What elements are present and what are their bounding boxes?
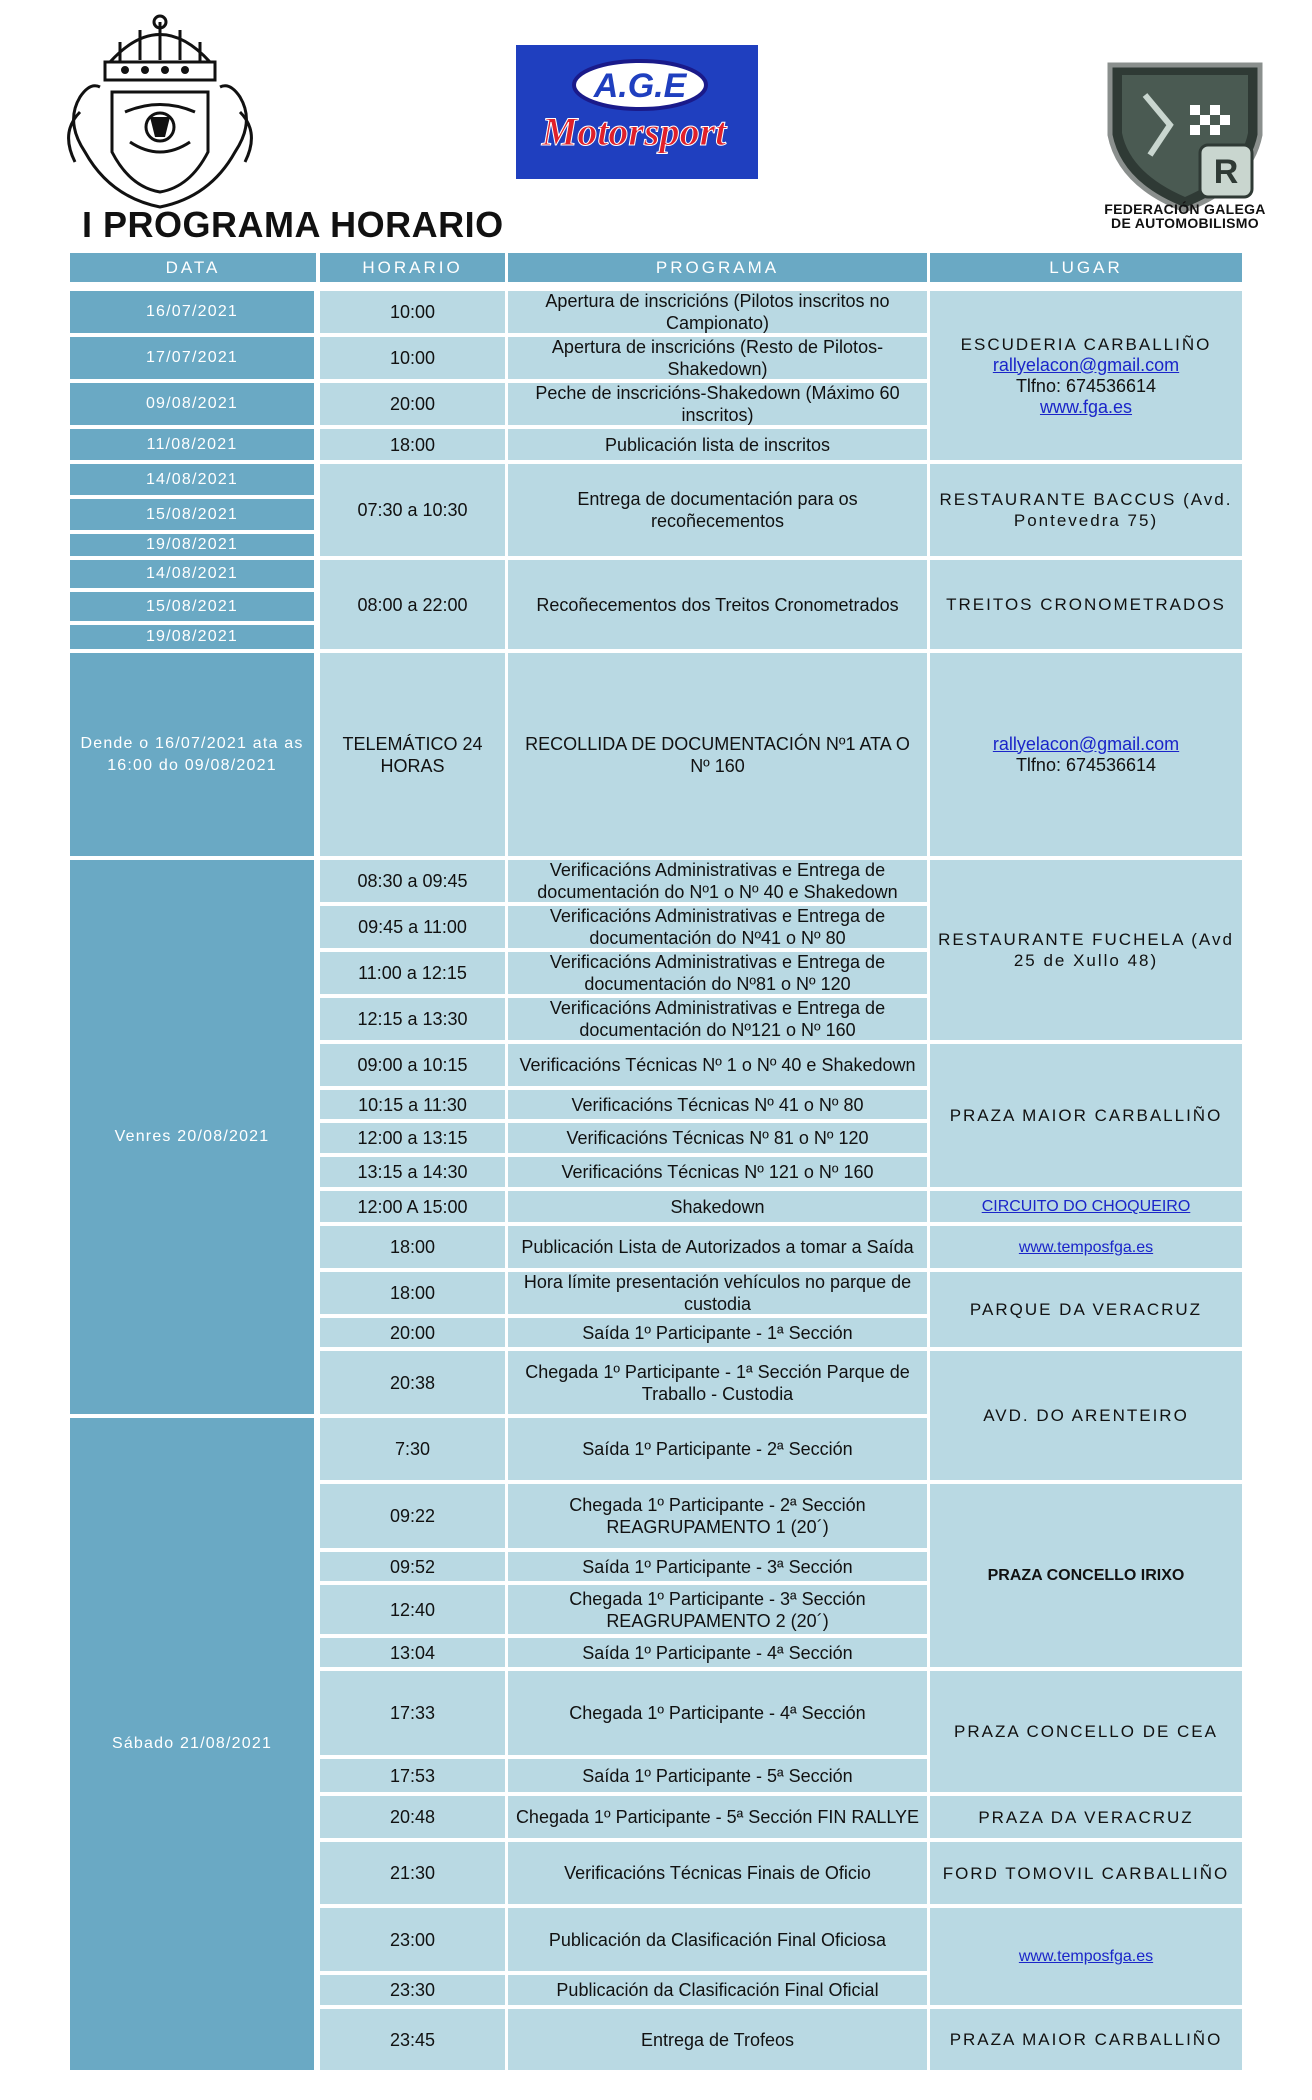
email-link[interactable]: rallyelacon@gmail.com xyxy=(992,733,1180,754)
horario-cell: 18:00 xyxy=(320,1226,505,1268)
horario-cell: 18:00 xyxy=(320,429,505,460)
lugar-veracruz: PRAZA DA VERACRUZ xyxy=(930,1796,1242,1838)
horario-cell: TELEMÁTICO 24 HORAS xyxy=(320,653,505,856)
horario-cell: 20:00 xyxy=(320,1318,505,1347)
horario-cell: 12:40 xyxy=(320,1585,505,1634)
programa-cell: Verificacións Técnicas Finais de Oficio xyxy=(508,1842,927,1904)
horario-cell: 10:15 a 11:30 xyxy=(320,1090,505,1119)
date-cell: Venres 20/08/2021 xyxy=(70,860,314,1414)
programa-cell: Chegada 1º Participante - 5ª Sección FIN RALLYE xyxy=(508,1796,927,1838)
horario-cell: 21:30 xyxy=(320,1842,505,1904)
horario-cell: 09:45 a 11:00 xyxy=(320,906,505,948)
date-cell: 16/07/2021 xyxy=(70,291,314,333)
header-lugar: LUGAR xyxy=(930,253,1242,282)
horario-cell: 23:30 xyxy=(320,1975,505,2005)
horario-cell: 12:00 A 15:00 xyxy=(320,1191,505,1222)
programa-cell: Saída 1º Participante - 4ª Sección xyxy=(508,1638,927,1667)
phone-text: Tlfno: 674536614 xyxy=(1015,375,1157,396)
programa-cell: Apertura de inscricións (Resto de Pilotos- Shakedown) xyxy=(508,337,927,379)
circuito-link[interactable]: CIRCUITO DO CHOQUEIRO xyxy=(930,1191,1242,1222)
programa-cell: Publicación da Clasificación Final Oficial xyxy=(508,1975,927,2005)
coat-of-arms-logo xyxy=(50,12,270,212)
programa-cell: Verificacións Técnicas Nº 121 o Nº 160 xyxy=(508,1157,927,1187)
emblem-letter: R xyxy=(1213,153,1239,191)
horario-cell: 08:30 a 09:45 xyxy=(320,860,505,902)
date-cell: Dende o 16/07/2021 ata as 16:00 do 09/08/2021 xyxy=(70,653,314,856)
horario-cell: 13:15 a 14:30 xyxy=(320,1157,505,1187)
lugar-escuderia xyxy=(930,291,1242,460)
horario-cell: 20:48 xyxy=(320,1796,505,1838)
horario-cell: 12:15 a 13:30 xyxy=(320,998,505,1040)
horario-cell: 09:22 xyxy=(320,1484,505,1548)
programa-cell: Saída 1º Participante - 2ª Sección xyxy=(508,1418,927,1480)
federation-caption-line1: FEDERACIÓN GALEGA xyxy=(1104,201,1266,217)
federation-shield-logo xyxy=(1090,30,1280,230)
programa-cell: Chegada 1º Participante - 2ª Sección REAGRUPAMENTO 1 (20´) xyxy=(508,1484,927,1548)
lugar-praza-maior: PRAZA MAIOR CARBALLIÑO xyxy=(930,1044,1242,1187)
web-link[interactable]: www.fga.es xyxy=(1039,396,1133,417)
programa-cell: Chegada 1º Participante - 1ª Sección Parque de Traballo - Custodia xyxy=(508,1351,927,1414)
motorsport-logo-text: Motorsport xyxy=(541,109,727,154)
horario-cell: 7:30 xyxy=(320,1418,505,1480)
programa-cell: Verificacións Técnicas Nº 41 o Nº 80 xyxy=(508,1090,927,1119)
programa-cell: Recoñecementos dos Treitos Cronometrados xyxy=(508,560,927,649)
horario-cell: 09:52 xyxy=(320,1552,505,1581)
phone-text: Tlfno: 674536614 xyxy=(1015,754,1157,775)
horario-cell: 23:00 xyxy=(320,1908,505,1971)
date-cell: 17/07/2021 xyxy=(70,337,314,379)
date-cell: 14/08/2021 xyxy=(70,464,314,495)
horario-cell: 12:00 a 13:15 xyxy=(320,1123,505,1153)
lugar-name: ESCUDERIA CARBALLIÑO xyxy=(960,334,1212,354)
programa-cell: Saída 1º Participante - 5ª Sección xyxy=(508,1759,927,1792)
email-link[interactable]: rallyelacon@gmail.com xyxy=(992,354,1180,375)
horario-cell: 10:00 xyxy=(320,291,505,333)
horario-cell: 20:00 xyxy=(320,383,505,425)
programa-cell: Peche de inscricións-Shakedown (Máximo 60 inscritos) xyxy=(508,383,927,425)
header-horario: HORARIO xyxy=(320,253,505,282)
programa-cell: Publicación Lista de Autorizados a tomar a Saída xyxy=(508,1226,927,1268)
programa-cell: Apertura de inscricións (Pilotos inscritos no Campionato) xyxy=(508,291,927,333)
programa-cell: Hora límite presentación vehículos no parque de custodia xyxy=(508,1272,927,1314)
programa-cell: Verificacións Administrativas e Entrega de documentación do Nº81 o Nº 120 xyxy=(508,952,927,994)
date-cell: 19/08/2021 xyxy=(70,534,314,556)
programa-cell: Verificacións Administrativas e Entrega de documentación do Nº41 o Nº 80 xyxy=(508,906,927,948)
programa-cell: Verificacións Técnicas Nº 81 o Nº 120 xyxy=(508,1123,927,1153)
horario-cell: 17:53 xyxy=(320,1759,505,1792)
programa-cell: Verificacións Administrativas e Entrega de documentación do Nº121 o Nº 160 xyxy=(508,998,927,1040)
horario-cell: 23:45 xyxy=(320,2009,505,2070)
tempos-link[interactable]: www.temposfga.es xyxy=(930,1226,1242,1268)
programa-cell: Verificacións Técnicas Nº 1 o Nº 40 e Shakedown xyxy=(508,1044,927,1086)
horario-cell: 07:30 a 10:30 xyxy=(320,464,505,556)
page-title: I PROGRAMA HORARIO xyxy=(82,204,504,245)
lugar-cea: PRAZA CONCELLO DE CEA xyxy=(930,1671,1242,1792)
programa-cell: Publicación lista de inscritos xyxy=(508,429,927,460)
horario-cell: 08:00 a 22:00 xyxy=(320,560,505,649)
federation-caption xyxy=(1060,202,1310,230)
horario-cell: 20:38 xyxy=(320,1351,505,1414)
lugar-treitos: TREITOS CRONOMETRADOS xyxy=(930,560,1242,649)
programa-cell: RECOLLIDA DE DOCUMENTACIÓN Nº1 ATA O Nº 160 xyxy=(508,653,927,856)
programa-cell: Saída 1º Participante - 1ª Sección xyxy=(508,1318,927,1347)
lugar-telematico xyxy=(930,653,1242,856)
programa-cell: Publicación da Clasificación Final Oficiosa xyxy=(508,1908,927,1971)
lugar-baccus: RESTAURANTE BACCUS (Avd. Pontevedra 75) xyxy=(930,464,1242,556)
horario-cell: 17:33 xyxy=(320,1671,505,1755)
schedule-table xyxy=(70,253,1242,2070)
programa-cell: Entrega de documentación para os recoñecementos xyxy=(508,464,927,556)
date-cell: 11/08/2021 xyxy=(70,429,314,460)
programa-cell: Chegada 1º Participante - 3ª Sección REAGRUPAMENTO 2 (20´) xyxy=(508,1585,927,1634)
header-data: DATA xyxy=(70,253,316,282)
date-cell: 15/08/2021 xyxy=(70,499,314,530)
lugar-praza-maior: PRAZA MAIOR CARBALLIÑO xyxy=(930,2009,1242,2070)
horario-cell: 09:00 a 10:15 xyxy=(320,1044,505,1086)
programa-cell: Verificacións Administrativas e Entrega de documentación do Nº1 o Nº 40 e Shakedown xyxy=(508,860,927,902)
programa-cell: Chegada 1º Participante - 4ª Sección xyxy=(508,1671,927,1755)
lugar-parque-veracruz: PARQUE DA VERACRUZ xyxy=(930,1272,1242,1347)
age-motorsport-logo xyxy=(516,45,758,179)
lugar-irixo: PRAZA CONCELLO IRIXO xyxy=(930,1484,1242,1667)
programa-cell: Shakedown xyxy=(508,1191,927,1222)
lugar-arenteiro: AVD. DO ARENTEIRO xyxy=(930,1351,1242,1480)
lugar-fuchela: RESTAURANTE FUCHELA (Avd 25 de Xullo 48) xyxy=(930,860,1242,1040)
programa-cell: Entrega de Trofeos xyxy=(508,2009,927,2070)
date-cell: 09/08/2021 xyxy=(70,383,314,425)
horario-cell: 10:00 xyxy=(320,337,505,379)
date-cell: 19/08/2021 xyxy=(70,625,314,649)
lugar-ford: FORD TOMOVIL CARBALLIÑO xyxy=(930,1842,1242,1904)
horario-cell: 13:04 xyxy=(320,1638,505,1667)
tempos-link[interactable]: www.temposfga.es xyxy=(930,1908,1242,2005)
date-cell: 15/08/2021 xyxy=(70,592,314,621)
programa-cell: Saída 1º Participante - 3ª Sección xyxy=(508,1552,927,1581)
date-cell: 14/08/2021 xyxy=(70,560,314,588)
date-cell: Sábado 21/08/2021 xyxy=(70,1418,314,2070)
horario-cell: 11:00 a 12:15 xyxy=(320,952,505,994)
header-programa: PROGRAMA xyxy=(508,253,927,282)
federation-caption-line2: DE AUTOMOBILISMO xyxy=(1111,215,1259,231)
age-logo-text: A.G.E xyxy=(593,67,687,105)
horario-cell: 18:00 xyxy=(320,1272,505,1314)
